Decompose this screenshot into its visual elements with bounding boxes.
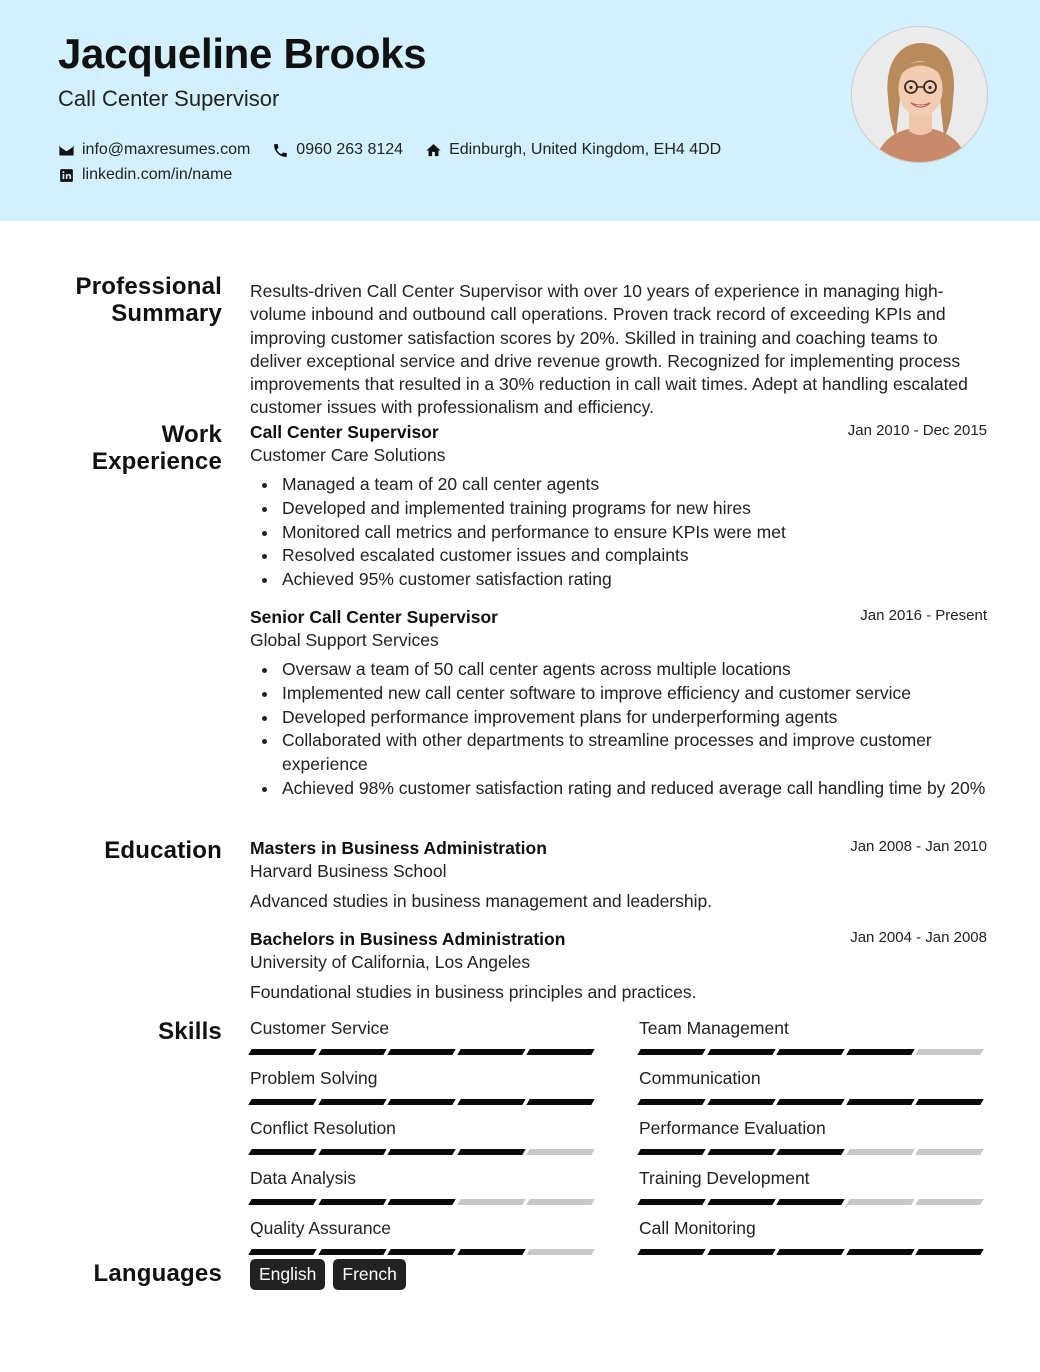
skill-level-segment-filled bbox=[776, 1249, 844, 1255]
skill-item bbox=[639, 1167, 987, 1205]
job-company: Customer Care Solutions bbox=[250, 445, 446, 465]
education-heading: Education bbox=[104, 837, 222, 864]
skill-level-segment-filled bbox=[637, 1199, 705, 1205]
skill-name: Quality Assurance bbox=[250, 1218, 392, 1238]
skills-grid bbox=[250, 1017, 987, 1257]
job-bullet: Achieved 98% customer satisfaction rating and reduced average call handling time by 20% bbox=[282, 777, 987, 801]
candidate-title: Call Center Supervisor bbox=[58, 86, 280, 111]
skill-level-segment-filled bbox=[248, 1199, 316, 1205]
phone-text: 0960 263 8124 bbox=[296, 141, 404, 158]
skill-level-segment-filled bbox=[387, 1049, 455, 1055]
education-degree: Masters in Business Administration bbox=[250, 838, 547, 858]
skill-level-segment-filled bbox=[527, 1099, 595, 1105]
contact-email[interactable] bbox=[58, 141, 250, 159]
candidate-name: Jacqueline Brooks bbox=[58, 30, 427, 77]
skill-level-segment-filled bbox=[457, 1099, 525, 1105]
job-bullet: Monitored call metrics and performance to ensure KPIs were met bbox=[282, 521, 987, 545]
skill-level-segment-filled bbox=[248, 1099, 316, 1105]
skill-level-segment-filled bbox=[707, 1099, 775, 1105]
education-entry bbox=[250, 928, 987, 1004]
job-entry bbox=[250, 606, 987, 801]
skill-level-segment-filled bbox=[637, 1249, 705, 1255]
skill-level-segment-empty bbox=[527, 1149, 595, 1155]
education-dates: Jan 2004 - Jan 2008 bbox=[850, 929, 987, 946]
job-dates: Jan 2016 - Present bbox=[860, 607, 987, 624]
language-tag: English bbox=[250, 1259, 325, 1290]
education-description: Advanced studies in business management and leadership. bbox=[250, 891, 713, 911]
profile-photo bbox=[851, 26, 988, 163]
skill-level-segment-empty bbox=[916, 1199, 984, 1205]
job-entry bbox=[250, 421, 987, 592]
skill-level-segment-filled bbox=[707, 1149, 775, 1155]
contact-linkedin[interactable] bbox=[58, 166, 232, 184]
job-bullets bbox=[250, 473, 987, 592]
contact-address bbox=[425, 141, 721, 159]
skill-name: Performance Evaluation bbox=[639, 1118, 826, 1138]
skill-level-segment-filled bbox=[637, 1099, 705, 1105]
skill-level-bar bbox=[250, 1249, 598, 1255]
skill-level-segment-filled bbox=[387, 1249, 455, 1255]
skill-level-bar bbox=[639, 1099, 987, 1105]
skill-level-segment-filled bbox=[846, 1249, 914, 1255]
languages-heading: Languages bbox=[93, 1260, 222, 1287]
skill-level-segment-empty bbox=[527, 1199, 595, 1205]
job-bullet: Oversaw a team of 50 call center agents across multiple locations bbox=[282, 658, 987, 682]
skill-level-segment-filled bbox=[707, 1199, 775, 1205]
home-icon bbox=[425, 142, 442, 159]
skill-level-segment-filled bbox=[457, 1249, 525, 1255]
skill-level-bar bbox=[250, 1099, 598, 1105]
job-bullet: Collaborated with other departments to streamline processes and improve customer experience bbox=[282, 729, 987, 777]
education-entry bbox=[250, 837, 987, 913]
skill-level-segment-filled bbox=[527, 1049, 595, 1055]
skill-level-segment-filled bbox=[387, 1149, 455, 1155]
skill-level-bar bbox=[639, 1249, 987, 1255]
skill-name: Team Management bbox=[639, 1018, 789, 1038]
skill-item bbox=[639, 1067, 987, 1105]
skill-level-bar bbox=[639, 1049, 987, 1055]
skill-level-segment-empty bbox=[846, 1149, 914, 1155]
job-bullet: Implemented new call center software to improve efficiency and customer service bbox=[282, 682, 987, 706]
skill-level-segment-filled bbox=[387, 1199, 455, 1205]
skill-level-segment-empty bbox=[457, 1199, 525, 1205]
job-title: Senior Call Center Supervisor bbox=[250, 607, 498, 627]
language-tag: French bbox=[333, 1259, 405, 1290]
job-dates: Jan 2010 - Dec 2015 bbox=[847, 422, 987, 439]
skill-level-segment-filled bbox=[457, 1149, 525, 1155]
skill-name: Data Analysis bbox=[250, 1168, 357, 1188]
skill-level-segment-filled bbox=[318, 1249, 386, 1255]
skill-level-bar bbox=[639, 1199, 987, 1205]
skill-level-segment-filled bbox=[707, 1249, 775, 1255]
job-bullets bbox=[250, 658, 987, 801]
skill-name: Problem Solving bbox=[250, 1068, 378, 1088]
skill-name: Customer Service bbox=[250, 1018, 390, 1038]
skill-level-segment-filled bbox=[916, 1249, 984, 1255]
skill-level-segment-filled bbox=[776, 1099, 844, 1105]
skill-level-segment-filled bbox=[637, 1049, 705, 1055]
skill-item bbox=[639, 1017, 987, 1055]
education-school: Harvard Business School bbox=[250, 861, 447, 881]
skill-item bbox=[250, 1117, 598, 1155]
skill-level-segment-filled bbox=[318, 1199, 386, 1205]
skill-level-segment-filled bbox=[457, 1049, 525, 1055]
skill-level-bar bbox=[250, 1149, 598, 1155]
skill-item bbox=[250, 1067, 598, 1105]
skill-level-segment-empty bbox=[916, 1149, 984, 1155]
skill-level-bar bbox=[639, 1149, 987, 1155]
languages-list bbox=[250, 1259, 987, 1290]
skill-level-segment-filled bbox=[916, 1099, 984, 1105]
job-bullet: Developed and implemented training programs for new hires bbox=[282, 497, 987, 521]
skill-item bbox=[639, 1217, 987, 1255]
skill-level-segment-empty bbox=[916, 1049, 984, 1055]
skill-level-segment-filled bbox=[248, 1049, 316, 1055]
skill-name: Conflict Resolution bbox=[250, 1118, 396, 1138]
skill-item bbox=[250, 1017, 598, 1055]
skill-level-segment-filled bbox=[776, 1199, 844, 1205]
skill-level-segment-empty bbox=[846, 1199, 914, 1205]
skill-level-segment-filled bbox=[248, 1149, 316, 1155]
education-degree: Bachelors in Business Administration bbox=[250, 929, 566, 949]
skill-level-segment-filled bbox=[248, 1249, 316, 1255]
phone-icon bbox=[272, 142, 289, 159]
education-dates: Jan 2008 - Jan 2010 bbox=[850, 838, 987, 855]
skill-level-bar bbox=[250, 1199, 598, 1205]
education-school: University of California, Los Angeles bbox=[250, 952, 531, 972]
skills-heading: Skills bbox=[158, 1018, 222, 1045]
envelope-icon bbox=[58, 142, 75, 159]
skill-item bbox=[250, 1217, 598, 1255]
linkedin-text: linkedin.com/in/name bbox=[82, 166, 233, 183]
skill-level-segment-filled bbox=[318, 1049, 386, 1055]
skill-item bbox=[639, 1117, 987, 1155]
summary-text: Results-driven Call Center Supervisor with over 10 years of experience in managing high-volume inbound and outbound call operations. Proven track record of exceeding KPIs and improving customer satisfaction scores by 20%. Skilled in training and coaching teams to deliver exceptional service and drive revenue growth. Recognized for implementing process improvements that resulted in a 30% reduction in call wait times. Adept at handling escalated customer issues with professionalism and efficiency. bbox=[250, 281, 968, 418]
job-bullet: Managed a team of 20 call center agents bbox=[282, 473, 987, 497]
address-text: Edinburgh, United Kingdom, EH4 4DD bbox=[449, 141, 722, 158]
skill-level-segment-filled bbox=[846, 1049, 914, 1055]
resume-header bbox=[0, 0, 1040, 221]
contact-phone[interactable] bbox=[272, 141, 403, 159]
skill-level-bar bbox=[250, 1049, 598, 1055]
skill-level-segment-filled bbox=[846, 1099, 914, 1105]
skill-level-segment-filled bbox=[776, 1049, 844, 1055]
skill-level-segment-filled bbox=[318, 1099, 386, 1105]
job-bullet: Achieved 95% customer satisfaction rating bbox=[282, 568, 987, 592]
email-text: info@maxresumes.com bbox=[82, 141, 251, 158]
contact-info bbox=[58, 139, 818, 189]
skill-level-segment-filled bbox=[387, 1099, 455, 1105]
skill-level-segment-filled bbox=[637, 1149, 705, 1155]
skill-level-segment-filled bbox=[318, 1149, 386, 1155]
education-description: Foundational studies in business principles and practices. bbox=[250, 982, 697, 1002]
skill-level-segment-filled bbox=[707, 1049, 775, 1055]
skill-level-segment-filled bbox=[776, 1149, 844, 1155]
skill-level-segment-empty bbox=[527, 1249, 595, 1255]
experience-heading: Work Experience bbox=[91, 421, 222, 475]
job-company: Global Support Services bbox=[250, 630, 439, 650]
job-bullet: Developed performance improvement plans for underperforming agents bbox=[282, 706, 987, 730]
linkedin-icon bbox=[58, 167, 75, 184]
skill-name: Communication bbox=[639, 1068, 761, 1088]
skill-name: Training Development bbox=[639, 1168, 810, 1188]
job-title: Call Center Supervisor bbox=[250, 422, 439, 442]
job-bullet: Resolved escalated customer issues and complaints bbox=[282, 544, 987, 568]
summary-heading: Professional Summary bbox=[75, 273, 222, 327]
skill-name: Call Monitoring bbox=[639, 1218, 756, 1238]
skill-item bbox=[250, 1167, 598, 1205]
